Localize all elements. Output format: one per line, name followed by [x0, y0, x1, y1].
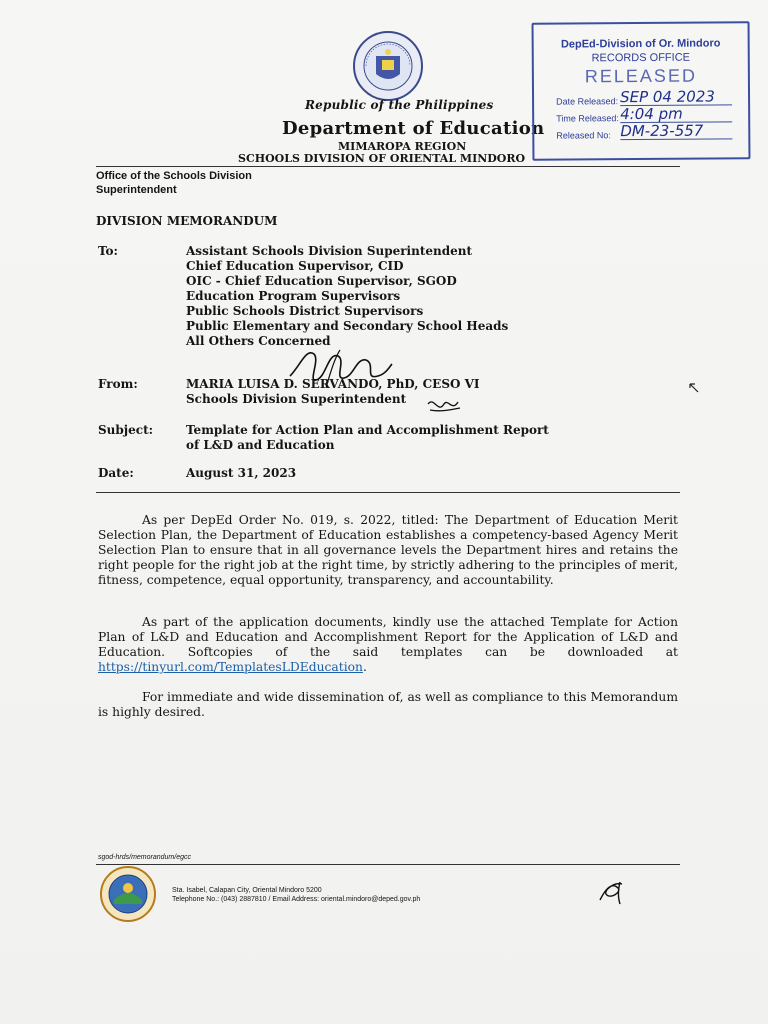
footer-divider — [96, 864, 680, 865]
released-stamp — [532, 21, 751, 161]
footer-initials-icon — [596, 878, 632, 908]
recipient-item: Public Elementary and Secondary School Heads — [186, 319, 509, 333]
from-position: Schools Division Superintendent — [186, 392, 407, 406]
recipient-item: Public Schools District Supervisors — [186, 304, 424, 318]
paragraph-1 — [98, 513, 678, 588]
paragraph-3-text: For immediate and wide dissemination of, as well as compliance to this Memorandum is highly desired. — [98, 690, 678, 719]
paragraph-3 — [98, 690, 678, 720]
region-heading: MIMAROPA REGION — [338, 140, 467, 153]
office-label: Office of the Schools Division Superintendent — [96, 170, 252, 196]
footer-address: Sta. Isabel, Calapan City, Oriental Mindoro 5200 — [172, 887, 322, 894]
paragraph-2-text — [98, 615, 678, 675]
division-heading: SCHOOLS DIVISION OF ORIENTAL MINDORO — [238, 152, 526, 165]
paragraph-1-text: As per DepEd Order No. 019, s. 2022, titled: The Department of Education Merit Selection Plan, the Department of Education establishes a competency-based Agency Merit Selection Plan to ensure that in all governance levels the Department hires and retains the right people for the right job at the right time, by strictly adhering to the principles of merit, fitness, competence, equal opportunity, transparency, and accountability. — [98, 513, 678, 587]
department-heading: Department of Education — [282, 118, 545, 139]
recipient-item: Assistant Schools Division Superintendent — [186, 244, 473, 258]
templates-download-link[interactable]: https://tinyurl.com/TemplatesLDEducation — [98, 660, 363, 674]
header-divider — [96, 166, 680, 167]
footer-contact: Telephone No.: (043) 2887810 / Email Address: oriental.mindoro@deped.gov.ph — [172, 896, 421, 903]
recipient-item: Education Program Supervisors — [186, 289, 401, 303]
recipient-item: OIC - Chief Education Supervisor, SGOD — [186, 274, 457, 288]
date-value: August 31, 2023 — [186, 466, 297, 480]
from-name: MARIA LUISA D. SERVANDO, PhD, CESO VI — [186, 377, 480, 391]
stamp-time-label: Time Released: — [556, 113, 619, 124]
paragraph-2 — [98, 615, 678, 675]
subject-label: Subject: — [98, 423, 154, 437]
stamp-date-label: Date Released: — [556, 96, 619, 107]
paragraph-2-end: . — [362, 660, 367, 674]
footer-reference: sgod-hrds/memorandum/egcc — [98, 854, 191, 861]
stamp-time-value: 4:04 pm — [620, 106, 732, 123]
stamp-number-label: Released No: — [556, 130, 611, 141]
header-bottom-divider — [96, 492, 680, 493]
stamp-status: RELEASED — [584, 65, 697, 87]
subject-line-2: of L&D and Education — [186, 438, 335, 452]
stamp-number-value: DM-23-557 — [620, 123, 732, 140]
stamp-date-value: SEP 04 2023 — [620, 89, 732, 106]
footer-address-block — [172, 886, 420, 904]
recipient-item: Chief Education Supervisor, CID — [186, 259, 404, 273]
paragraph-2-body: As part of the application documents, kindly use the attached Template for Action Plan of L&D and Education and Accomplishment Report for the Application of L&D and Education. Softcopies of the said templates can be downloaded at — [98, 615, 678, 659]
recipient-item: All Others Concerned — [186, 334, 331, 348]
memo-title: DIVISION MEMORANDUM — [96, 214, 278, 228]
pen-mark-icon — [688, 382, 702, 396]
stamp-records: RECORDS OFFICE — [591, 51, 691, 65]
initials-icon — [424, 392, 464, 418]
date-label: Date: — [98, 466, 134, 480]
stamp-office: DepEd-Division of Or. Mindoro — [560, 37, 721, 51]
to-label: To: — [98, 244, 118, 258]
from-label: From: — [98, 377, 138, 391]
republic-heading: Republic of the Philippines — [305, 98, 494, 112]
division-logo-icon — [100, 866, 156, 922]
deped-seal-icon — [352, 30, 424, 102]
subject-line-1: Template for Action Plan and Accomplishment Report — [186, 423, 549, 437]
recipient-list — [186, 244, 508, 349]
